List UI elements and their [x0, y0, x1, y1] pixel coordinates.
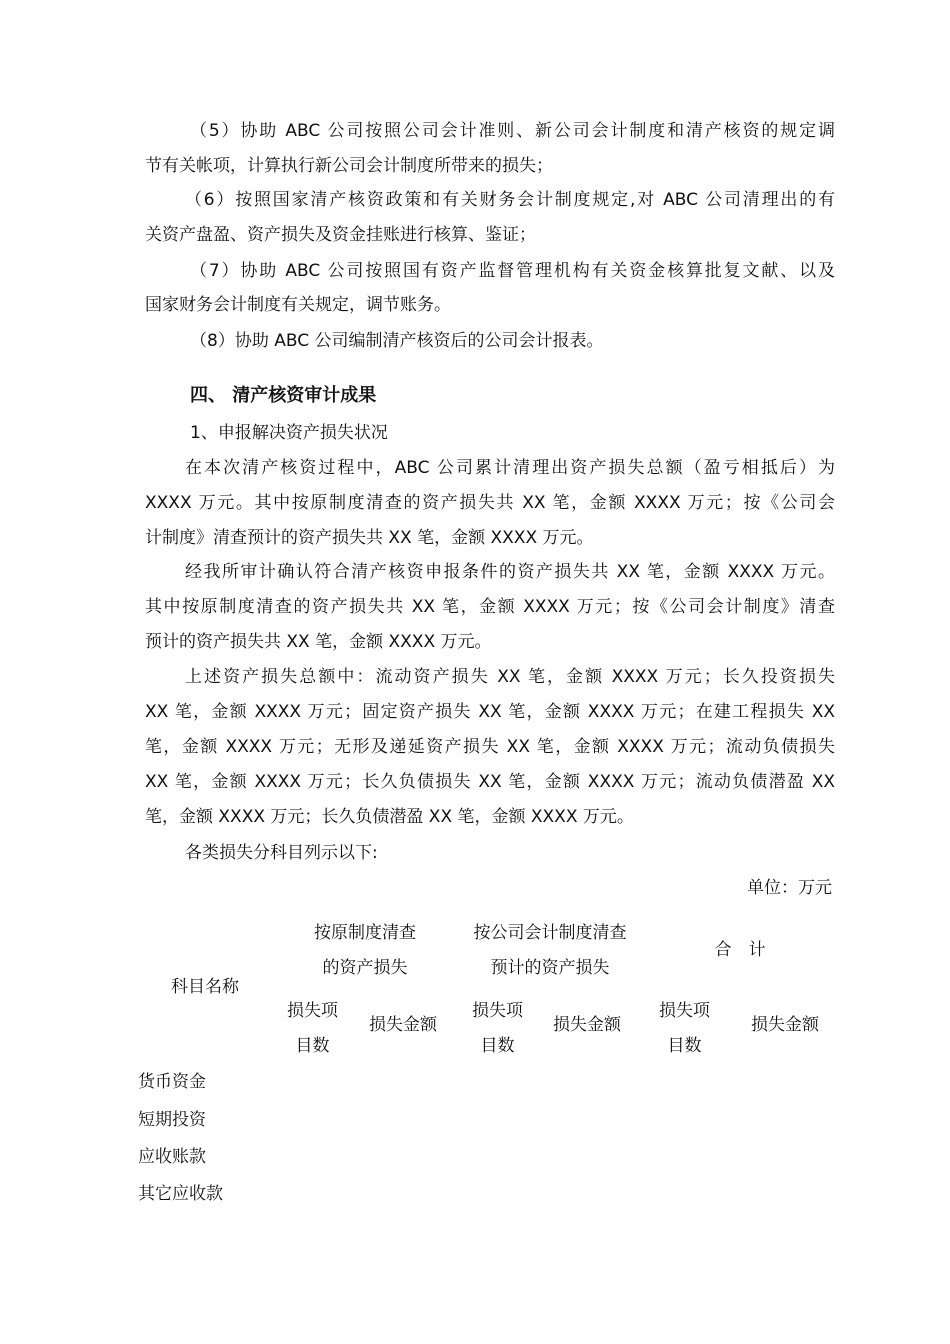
table-row: 短期投资: [138, 1110, 206, 1130]
body-1-line-3: 计制度》清查预计的资产损失共 XX 笔，金额 XXXX 万元。: [145, 528, 594, 548]
count-header-3-line-2: 目数: [667, 1036, 702, 1056]
item-7-line-2: 国家财务会计制度有关规定，调节账务。: [145, 295, 451, 315]
table-row: 应收账款: [138, 1147, 206, 1167]
item-5-line-1: （5）协助 ABC 公司按照公司会计准则、新公司会计制度和清产核资的规定调: [190, 121, 835, 141]
body-1-line-2: XXXX 万元。其中按原制度清查的资产损失共 XX 笔，金额 XXXX 万元；按《公司会: [145, 493, 835, 513]
table-row: 货币资金: [138, 1072, 206, 1092]
unit-label: 单位：万元: [747, 878, 832, 898]
subject-name-header: 科目名称: [171, 977, 239, 997]
body-3-line-4: XX 笔，金额 XXXX 万元；长久负债损失 XX 笔，金额 XXXX 万元；流动负债潜盈 XX: [145, 772, 835, 792]
item-6-line-1: （6）按照国家清产核资政策和有关财务会计制度规定,对 ABC 公司清理出的有: [185, 190, 835, 210]
count-header-1-line-2: 目数: [295, 1036, 330, 1056]
body-1-line-1: 在本次清产核资过程中，ABC 公司累计清理出资产损失总额（盈亏相抵后）为: [185, 458, 835, 478]
group-header-original-line-1: 按原制度清查: [314, 923, 416, 943]
body-2-line-2: 其中按原制度清查的资产损失共 XX 笔，金额 XXXX 万元；按《公司会计制度》清查: [145, 597, 835, 617]
count-header-2-line-2: 目数: [480, 1036, 515, 1056]
body-4-line-1: 各类损失分科目列示以下:: [185, 843, 378, 863]
item-5-line-2: 节有关帐项，计算执行新公司会计制度所带来的损失；: [145, 156, 553, 176]
group-header-total: 合 计: [714, 940, 766, 960]
loss-table: [130, 912, 840, 1212]
body-3-line-2: XX 笔，金额 XXXX 万元；固定资产损失 XX 笔，金额 XXXX 万元；在建工程损失 XX: [145, 702, 835, 722]
item-7-line-1: （7）协助 ABC 公司按照国有资产监督管理机构有关资金核算批复文献、以及: [190, 261, 835, 281]
body-3-line-1: 上述资产损失总额中：流动资产损失 XX 笔，金额 XXXX 万元；长久投资损失: [185, 667, 835, 687]
item-8-line-1: （8）协助 ABC 公司编制清产核资后的公司会计报表。: [190, 331, 604, 351]
group-header-company-line-2: 预计的资产损失: [490, 958, 610, 978]
body-2-line-3: 预计的资产损失共 XX 笔，金额 XXXX 万元。: [145, 632, 492, 652]
count-header-2-line-1: 损失项: [472, 1001, 523, 1021]
count-header-1-line-1: 损失项: [287, 1001, 338, 1021]
body-2-line-1: 经我所审计确认符合清产核资申报条件的资产损失共 XX 笔，金额 XXXX 万元。: [185, 562, 835, 582]
amount-header-3: 损失金额: [751, 1015, 819, 1035]
group-header-original-line-2: 的资产损失: [322, 958, 408, 978]
body-3-line-5: 笔，金额 XXXX 万元；长久负债潜盈 XX 笔，金额 XXXX 万元。: [145, 807, 634, 827]
group-header-company-line-1: 按公司会计制度清查: [473, 923, 627, 943]
section-heading: 四、 清产核资审计成果: [190, 385, 377, 406]
body-3-line-3: 笔，金额 XXXX 万元；无形及递延资产损失 XX 笔，金额 XXXX 万元；流动负债损失: [145, 737, 835, 757]
table-row: 其它应收款: [138, 1184, 223, 1204]
item-6-line-2: 关资产盘盈、资产损失及资金挂账进行核算、鉴证；: [145, 225, 536, 245]
amount-header-2: 损失金额: [553, 1015, 621, 1035]
subheading: 1、申报解决资产损失状况: [190, 423, 388, 443]
amount-header-1: 损失金额: [369, 1015, 437, 1035]
count-header-3-line-1: 损失项: [659, 1001, 710, 1021]
